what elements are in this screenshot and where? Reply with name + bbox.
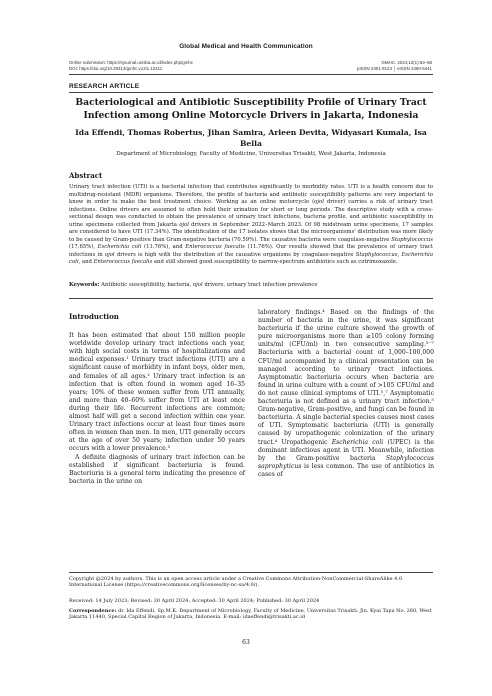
header-rule xyxy=(69,74,433,75)
keywords-label: Keywords: xyxy=(69,282,100,288)
correspondence: Correspondence: dr. Ida Effendi, Sp.M.K. Department of Microbiology, Faculty of Medicine, Universitas Trisakti. Jln. Kyai Tapa No. 260, West Jakarta 11440, Special Capital Region of Jakarta, Indonesia. E-mail: idaeffendi@trisakti.ac.id xyxy=(69,608,432,621)
intro-paragraph-2: A definite diagnosis of urinary tract infection can be established if significant bacteriuria is found. Bacteriuria is a general term indicating the presence of bacteria in the urine on xyxy=(69,453,245,485)
affiliation: Department of Microbiology, Faculty of Medicine, Universitas Trisakti, West Jakarta, Indonesia xyxy=(116,151,386,157)
doi-link[interactable]: DOI: https://doi.org/10.29313/gmhc.v12i1.12311 xyxy=(69,66,163,71)
submission-url[interactable]: Online submission: https://ejournal.unisba.ac.id/index.php/gmhc xyxy=(69,60,193,65)
abstract-text: Urinary tract infection (UTI) is a bacterial infection that contributes significantly to morbidity rates. UTI is a health concern due to multidrug-resistant (MDR) organisms. Therefore, the profile of bacteria and antibiotic susceptibility patterns are very important to know in order to make the best treatment choice. Working as an online motorcycle (ojol driver) carries a risk of urinary tract infections. Online drivers are assumed to often hold their urination for short or long periods. The descriptive study with a cross-sectional design was conducted to obtain the prevalence of urinary tract infections, bacteria profile, and antibiotic susceptibility in urine specimens collected from Jakarta ojol drivers in September 2022–March 2023. Of 98 midstream urine specimens, 17 samples are considered to have UTI (17.34%). The identification of the 17 isolates shows that the microorganisms' distribution was more likely to be caused by Gram-positive than Gram-negative bacteria (70.59%). The causative bacteria were coagulase-negative Staphylococcus (17.65%), Escherichia coli (11.76%), and Enterococcus faecalis (11.76%). Our results showed that the prevalence of urinary tract infections in ojol drivers is high with the distribution of the causative organisms by coagulase-negative Staphylococcus, Escherichia coli, and Enterococcus faecalis and still showed good susceptibility to narrow-spectrum antibiotics such as cotrimoxazole. xyxy=(69,184,434,266)
intro-paragraph-3: laboratory findings.⁴ Based on the findings of the number of bacteria in the urine, it was significant bacteriuria if the urine culture showed the growth of pure microorganisms more than ≥105 colony forming units/ml (CFU/ml) in two consecutive sampling.⁵⁻⁷ Bacteriuria with a bacterial count of 1,000–100,000 CFU/ml accompanied by a clinical presentation can be managed according to urinary tract infections. Asymptomatic bacteriuria occurs when bacteria are found in urine culture with a count of >105 CFU/ml and do not cause clinical symptoms of UTI.⁵,⁷ Asymptomatic bacteriuria is not defined as a urinary tract infection.⁵ Gram-negative, Gram-positive, and fungi can be found in bacteriuria. A single bacterial species causes most cases of UTI. Symptomatic bacteriuria (UTI) is generally caused by uropathogenic colonization of the urinary tract.⁴ Uropathogenic Escherichia coli (UPEC) is the dominant infectious agent in UTI. Meanwhile, infection by the Gram-positive bacteria Staphylococcus saprophyticus is less common. The use of antibiotics in cases of xyxy=(258,309,435,478)
paper-title: Bacteriological and Antibiotic Susceptibility Profile of Urinary Tract Infection among Online Motorcycle Drivers in Jakarta, Indonesia xyxy=(75,97,427,121)
column-right xyxy=(258,309,434,479)
title-rule xyxy=(69,92,433,93)
column-left xyxy=(69,310,245,486)
journal-meta-right xyxy=(357,60,432,72)
article-type: RESEARCH ARTICLE xyxy=(69,83,140,90)
correspondence-label: Correspondence: xyxy=(69,608,117,614)
page-number: 63 xyxy=(242,639,250,646)
issn-info: pISSN 2301-9123 │ eISSN 2460-5441 xyxy=(357,66,432,71)
footer-rule xyxy=(69,572,433,573)
article-dates: Received: 14 July 2023; Revised: 30 April 2024; Accepted: 30 April 2024; Published: 30 April 2024 xyxy=(69,598,320,604)
abstract-heading: Abstract xyxy=(69,171,103,180)
volume-info: GMHC. 2024;12(1):63–68 xyxy=(381,60,432,65)
copyright-notice: Copyright @2024 by authors. This is an open access article under a Creative Commons Attribution-NonCommercial-ShareAlike 4.0 International License (https://creativecommons.org/licenses/by-nc-sa/4.0/). xyxy=(69,576,403,589)
author-list: Ida Effendi, Thomas Robertus, Jihan Samira, Arleen Devita, Widyasari Kumala, Isa Bella xyxy=(75,128,427,148)
intro-paragraph-1: It has been estimated that about 150 million people worldwide develop urinary tract infections each year, with high social costs in terms of hospitalizations and medical expenses.¹ Urinary tract infections (UTI) are a significant cause of morbidity in infant boys, older men, and females of all ages.² Urinary tract infection is an infection that is often found in women aged 16–35 years; 10% of these women suffer from UTI annually, and more than 40–60% suffer from UTI at least once during their life. Recurrent infections are common; almost half will get a second infection within one year. Urinary tract infections occur at least four times more often in women than men. In men, UTI generally occurs at the age of over 50 years; infection under 50 years occurs with a lower prevalence.³ xyxy=(69,332,245,453)
introduction-heading: Introduction xyxy=(69,312,119,321)
journal-title: Global Medical and Health Communication xyxy=(179,43,313,50)
keywords-rule xyxy=(69,298,433,299)
keywords: Keywords: Antibiotic susceptibility, bacteria, ojol drivers, urinary tract infection prevalence xyxy=(69,282,318,288)
journal-meta-left xyxy=(69,60,193,72)
